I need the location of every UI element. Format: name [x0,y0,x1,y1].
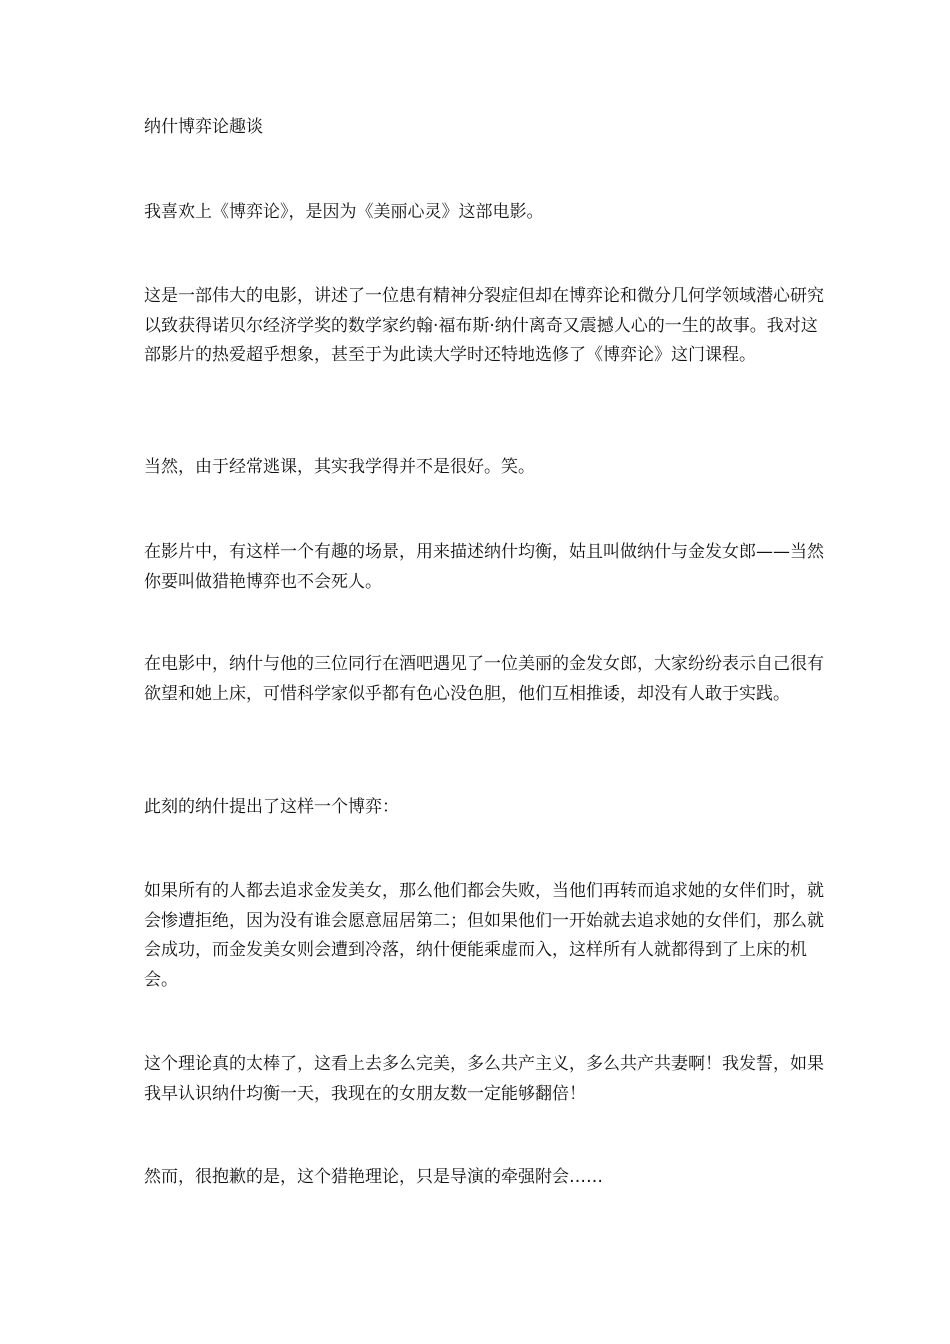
paragraph-7: 如果所有的人都去追求金发美女，那么他们都会失败，当他们再转而追求她的女伴们时，就会惨遭拒绝，因为没有谁会愿意屈居第二；但如果他们一开始就去追求她的女伴们，那么就会成功，而金发美女则会遭到冷落，纳什便能乘虚而入，这样所有人就都得到了上床的机会。 [144,881,824,990]
paragraph-9: 然而，很抱歉的是，这个猎艳理论，只是导演的牵强附会…… [144,1167,603,1187]
paragraph-8: 这个理论真的太棒了，这看上去多么完美，多么共产主义，多么共产共妻啊！我发誓，如果我早认识纳什均衡一天，我现在的女朋友数一定能够翻倍！ [144,1054,824,1104]
paragraph-2: 这是一部伟大的电影，讲述了一位患有精神分裂症但却在博弈论和微分几何学领域潜心研究以致获得诺贝尔经济学奖的数学家约翰·福布斯·纳什离奇又震撼人心的一生的故事。我对这部影片的热爱超乎想象，甚至于为此读大学时还特地选修了《博弈论》这门课程。 [144,286,824,365]
document-title: 纳什博弈论趣谈 [144,117,263,137]
paragraph-1: 我喜欢上《博弈论》，是因为《美丽心灵》这部电影。 [144,202,544,222]
paragraph-5: 在电影中，纳什与他的三位同行在酒吧遇见了一位美丽的金发女郎，大家纷纷表示自己很有欲望和她上床，可惜科学家似乎都有色心没色胆，他们互相推诿，却没有人敢于实践。 [144,654,824,704]
paragraph-4: 在影片中，有这样一个有趣的场景，用来描述纳什均衡，姑且叫做纳什与金发女郎——当然你要叫做猎艳博弈也不会死人。 [144,542,824,592]
paragraph-3: 当然，由于经常逃课，其实我学得并不是很好。笑。 [144,457,535,477]
paragraph-6: 此刻的纳什提出了这样一个博弈： [144,797,399,817]
